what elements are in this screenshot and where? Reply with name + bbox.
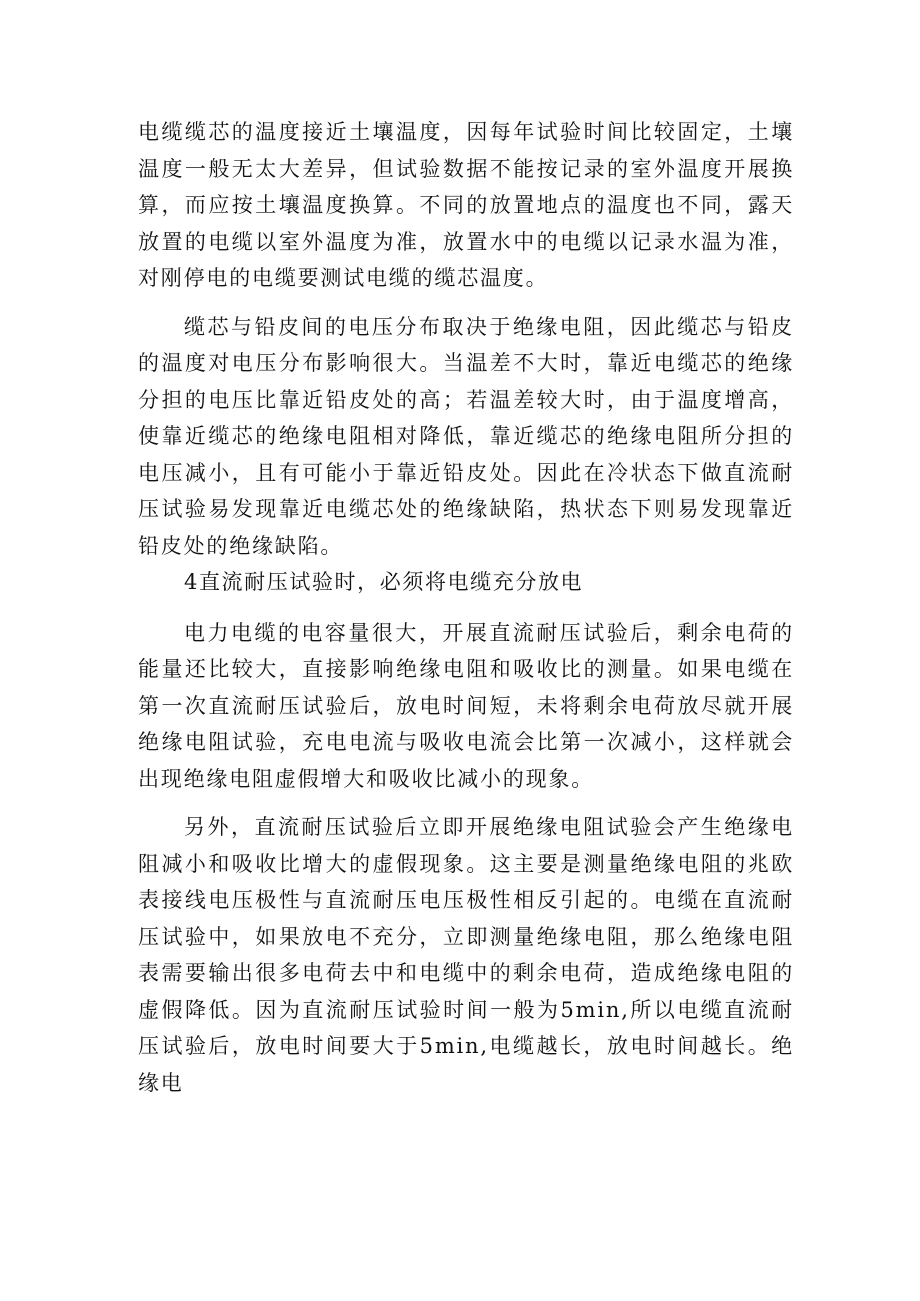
section-heading: 4直流耐压试验时，必须将电缆充分放电 [184, 570, 584, 594]
paragraph-voltage-distribution: 缆芯与铅皮间的电压分布取决于绝缘电阻，因此缆芯与铅皮的温度对电压分布影响很大。当温差不大时，靠近电缆芯的绝缘分担的电压比靠近铅皮处的高；若温差较大时，由于温度增高，使靠近缆芯的绝缘电阻相对降低，靠近缆芯的绝缘电阻所分担的电压减小，且有可能小于靠近铅皮处。因此在冷状态下做直流耐压试验易发现靠近电缆芯处的绝缘缺陷，热状态下则易发现靠近铅皮处的绝缘缺陷。 [138, 314, 794, 558]
paragraph-cable-discharge: 电力电缆的电容量很大，开展直流耐压试验后，剩余电荷的能量还比较大，直接影响绝缘电阻和吸收比的测量。如果电缆在第一次直流耐压试验后，放电时间短，未将剩余电荷放尽就开展绝缘电阻试验，充电电流与吸收电流会比第一次减小，这样就会出现绝缘电阻虚假增大和吸收比减小的现象。 [138, 620, 794, 791]
paragraph-insulation-resistance: 另外，直流耐压试验后立即开展绝缘电阻试验会产生绝缘电阻减小和吸收比增大的虚假现象。这主要是测量绝缘电阻的兆欧表接线电压极性与直流耐压电压极性相反引起的。电缆在直流耐压试验中，如果放电不充分，立即测量绝缘电阻，那么绝缘电阻表需要输出很多电荷去中和电缆中的剩余电荷，造成绝缘电阻的虚假降低。因为直流耐压试验时间一般为5min,所以电缆直流耐压试验后，放电时间要大于5min,电缆越长，放电时间越长。绝缘电 [138, 815, 794, 1095]
paragraph-cable-core-temperature: 电缆缆芯的温度接近土壤温度，因每年试验时间比较固定，土壤温度一般无太大差异，但试验数据不能按记录的室外温度开展换算，而应按土壤温度换算。不同的放置地点的温度也不同，露天放置的电缆以室外温度为准，放置水中的电缆以记录水温为准，对刚停电的电缆要测试电缆的缆芯温度。 [138, 120, 794, 290]
document-page [138, 114, 794, 1101]
